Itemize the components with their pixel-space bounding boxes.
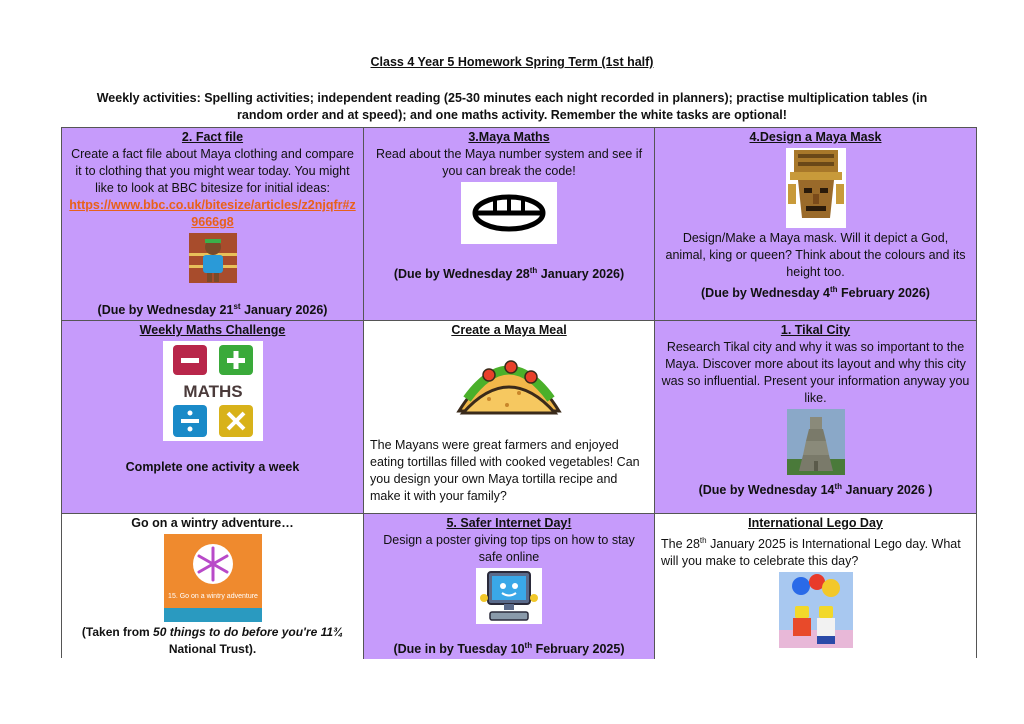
- cell-fact-file: [62, 128, 364, 321]
- safer-internet-text: Design a poster giving top tips on how to stay safe online: [383, 533, 635, 564]
- safer-internet-heading: 5. Safer Internet Day!: [446, 516, 572, 530]
- cell-maya-meal: [364, 321, 655, 514]
- cell-maths-challenge: [62, 321, 364, 514]
- wintry-taken-from: (Taken from 50 things to do before you're 11¾ National Trust).: [81, 625, 344, 656]
- fact-file-heading: 2. Fact file: [181, 130, 244, 144]
- maya-meal-heading: Create a Maya Meal: [451, 323, 567, 337]
- weekly-activities: Weekly activities: Spelling activities; independent reading (25-30 minutes each night recorded in planners); practise multiplication tables (in random order and at speed); and one maths activity. Remember the white tasks are optional!: [96, 91, 928, 122]
- maya-number-glyph-image: [461, 182, 557, 244]
- cell-safer-internet: [364, 514, 655, 659]
- safer-internet-due: (Due in by Tuesday 10th February 2025): [393, 640, 625, 656]
- maya-boy-image: [189, 233, 237, 283]
- wintry-adventure-card-image: [164, 534, 262, 622]
- lego-text: The 28th January 2025 is International Lego day. What will you make to celebrate this day?: [661, 536, 961, 569]
- tikal-text: Research Tikal city and why it was so important to the Maya. Discover more about its layout and why this city was so influential. Present your information anyway you like.: [661, 340, 970, 405]
- maths-logo-image: [163, 341, 263, 441]
- computer-mascot-image: [476, 568, 542, 624]
- tikal-temple-image: [787, 409, 845, 475]
- cell-lego-day: [655, 514, 976, 659]
- wintry-heading: Go on a wintry adventure…: [131, 516, 294, 530]
- cell-tikal-city: [655, 321, 976, 514]
- maya-mask-due: (Due by Wednesday 4th February 2026): [701, 285, 930, 301]
- fact-file-text: Create a fact file about Maya clothing and compare it to clothing that you might wear today. You might like to look at BBC bitesize for initial ideas:: [71, 147, 354, 195]
- homework-grid: [61, 127, 977, 658]
- cell-maya-mask: [655, 128, 976, 321]
- cell-maya-maths: [364, 128, 655, 321]
- maths-challenge-heading: Weekly Maths Challenge: [139, 323, 286, 337]
- maya-maths-due: (Due by Wednesday 28th January 2026): [393, 266, 625, 282]
- maya-meal-text: The Mayans were great farmers and enjoyed eating tortillas filled with cooked vegetables! Can you design your own Maya tortilla recipe and make it with your family?: [370, 438, 640, 503]
- taco-image: [449, 341, 569, 423]
- fact-file-due: (Due by Wednesday 21st January 2026): [97, 301, 328, 317]
- maya-mask-image: [786, 148, 846, 228]
- maya-maths-heading: 3.Maya Maths: [468, 130, 550, 144]
- maya-mask-heading: 4.Design a Maya Mask: [749, 130, 882, 144]
- maths-challenge-text: Complete one activity a week: [125, 460, 300, 474]
- maths-logo-text: MATHS: [182, 382, 243, 401]
- page-title: Class 4 Year 5 Homework Spring Term (1st half): [370, 55, 654, 69]
- tikal-due: (Due by Wednesday 14th January 2026 ): [698, 481, 933, 497]
- wintry-card-text: 15. Go on a wintry adventure: [167, 593, 258, 600]
- bbc-bitesize-link[interactable]: https://www.bbc.co.uk/bitesize/articles/z2njqfr#z9666g8: [69, 198, 356, 229]
- maya-maths-text: Read about the Maya number system and see if you can break the code!: [375, 147, 643, 178]
- tikal-heading: 1. Tikal City: [780, 323, 851, 337]
- lego-figures-image: [779, 572, 853, 648]
- lego-heading: International Lego Day: [748, 516, 883, 530]
- cell-wintry-adventure: [62, 514, 364, 659]
- maya-mask-text: Design/Make a Maya mask. Will it depict a God, animal, king or queen? Think about the colours and its height too.: [665, 231, 966, 279]
